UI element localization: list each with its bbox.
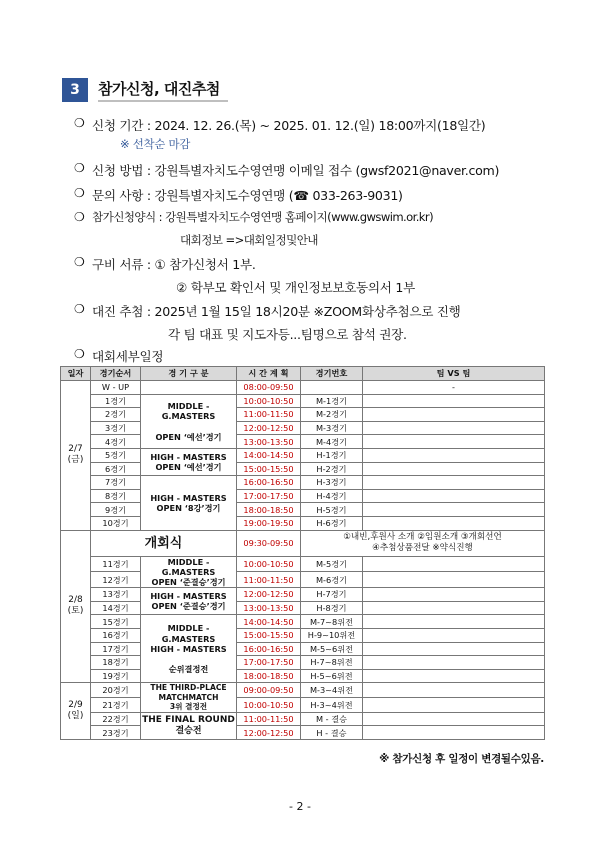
time-cell: 10:00-10:50: [237, 394, 301, 408]
table-row: [61, 394, 545, 408]
time-cell: 17:00-17:50: [237, 656, 301, 670]
order-cell: 15경기: [91, 615, 141, 629]
time-cell: 12:00-12:50: [237, 726, 301, 740]
time-cell: 14:00-14:50: [237, 615, 301, 629]
teams-cell: [363, 421, 545, 435]
table-row: [61, 656, 545, 670]
order-cell: 14경기: [91, 601, 141, 615]
match-no-cell: M-2경기: [301, 408, 363, 422]
section-title: 참가신청, 대진추첨: [98, 78, 228, 102]
opening-ceremony: 개회식: [91, 530, 237, 556]
time-cell: 09:00-09:50: [237, 683, 301, 698]
category-cell: [141, 683, 237, 712]
order-cell: 13경기: [91, 588, 141, 602]
teams-cell: [363, 408, 545, 422]
teams-cell: [363, 726, 545, 740]
category-cell: [141, 381, 237, 395]
category-cell: [141, 394, 237, 448]
match-no-cell: H-5~6위전: [301, 669, 363, 683]
table-row: [61, 698, 545, 713]
table-row: [61, 588, 545, 602]
ceremony-desc-1: ①내빈,후원사 소개 ②임원소개 ③개회선언: [343, 532, 502, 543]
documents-2: ② 학부모 확인서 및 개인정보보호동의서 1부: [176, 280, 415, 295]
order-cell: 2경기: [91, 408, 141, 422]
teams-cell: [363, 601, 545, 615]
time-cell: 14:00-14:50: [237, 448, 301, 462]
match-no-cell: M-3~4위전: [301, 683, 363, 698]
category-cell: [141, 712, 237, 739]
documents: 구비 서류 : ① 참가신청서 1부.: [92, 257, 256, 272]
table-row: [61, 683, 545, 698]
order-cell: 10경기: [91, 516, 141, 530]
table-row: [61, 435, 545, 449]
time-cell: 10:00-10:50: [237, 698, 301, 713]
match-no-cell: M-5경기: [301, 556, 363, 572]
table-row: [61, 669, 545, 683]
date-cell: [61, 683, 91, 740]
draw-info-2: 각 팀 대표 및 지도자등...팀명으로 참석 권장.: [168, 327, 407, 342]
teams-cell: [363, 572, 545, 588]
table-row: [61, 642, 545, 656]
dow-label: (일): [67, 711, 84, 722]
table-header-row: [61, 367, 545, 381]
date-label: 2/9: [68, 700, 83, 710]
category-label: OPEN ‘8강’경기: [156, 502, 221, 513]
teams-cell: [363, 462, 545, 476]
ceremony-desc-2: ④추첨상품전달 ※약식진행: [372, 543, 473, 554]
header-teams: 팀 VS 팀: [363, 367, 545, 381]
draw-info: 대진 추첨 : 2025년 1월 15일 18시20분 ※ZOOM화상추첨으로 진행: [92, 304, 461, 319]
section-header: [62, 78, 228, 102]
ceremony-desc: [301, 530, 545, 556]
category-cell: [141, 588, 237, 615]
match-no-cell: M-6경기: [301, 572, 363, 588]
time-cell: 12:00-12:50: [237, 421, 301, 435]
category-cell: [141, 448, 237, 475]
teams-cell: [363, 556, 545, 572]
table-row: [61, 556, 545, 572]
teams-cell: [363, 588, 545, 602]
teams-cell: [363, 669, 545, 683]
bullet-icon: ❍: [74, 186, 85, 200]
category-label: MIDDLE - G.MASTERS: [161, 556, 216, 577]
category-label: HIGH - MASTERS: [150, 643, 227, 654]
table-row: [61, 601, 545, 615]
order-cell: 23경기: [91, 726, 141, 740]
application-method: 신청 방법 : 강원특별자치도수영연맹 이메일 접수 (gwsf2021@naver.com): [92, 163, 500, 178]
time-cell: 10:00-10:50: [237, 556, 301, 572]
teams-cell: [363, 683, 545, 698]
time-cell: 11:00-11:50: [237, 712, 301, 726]
date-cell: [61, 530, 91, 683]
match-no-cell: M-1경기: [301, 394, 363, 408]
order-cell: 4경기: [91, 435, 141, 449]
teams-cell: [363, 394, 545, 408]
table-row: [61, 476, 545, 490]
teams-cell: [363, 698, 545, 713]
first-come-note: ※ 선착순 마감: [120, 137, 191, 151]
order-cell: 16경기: [91, 629, 141, 643]
order-cell: 12경기: [91, 572, 141, 588]
schedule-table: [60, 366, 545, 740]
form-location: 대회정보 =>대회일정및안내: [180, 233, 318, 247]
table-row: [61, 726, 545, 740]
teams-cell: [363, 448, 545, 462]
dow-label: (금): [67, 455, 84, 466]
table-row: [61, 516, 545, 530]
match-no-cell: [301, 381, 363, 395]
match-no-cell: M - 결승: [301, 712, 363, 726]
header-match-no: 경기번호: [301, 367, 363, 381]
teams-cell: [363, 516, 545, 530]
category-cell: [141, 476, 237, 530]
schedule-heading: 대회세부일정: [92, 349, 164, 364]
table-row: [61, 381, 545, 395]
match-no-cell: H-7~8위전: [301, 656, 363, 670]
order-cell: 20경기: [91, 683, 141, 698]
order-cell: 5경기: [91, 448, 141, 462]
table-row: [61, 489, 545, 503]
time-cell: 18:00-18:50: [237, 669, 301, 683]
match-no-cell: H-2경기: [301, 462, 363, 476]
page-number: - 2 -: [289, 800, 311, 813]
order-cell: 11경기: [91, 556, 141, 572]
order-cell: 8경기: [91, 489, 141, 503]
order-cell: 21경기: [91, 698, 141, 713]
header-time: 시 간 계 획: [237, 367, 301, 381]
table-row: [61, 572, 545, 588]
time-cell: 15:00-15:50: [237, 462, 301, 476]
match-no-cell: M-5~6위전: [301, 642, 363, 656]
section-number: 3: [62, 78, 88, 102]
time-cell: 09:30-09:50: [237, 530, 301, 556]
match-no-cell: H-9~10위전: [301, 629, 363, 643]
schedule-change-note: ※ 참가신청 후 일정이 변경될수있음.: [379, 753, 544, 765]
match-no-cell: M-3경기: [301, 421, 363, 435]
category-label: OPEN ‘예선’경기: [155, 462, 222, 473]
bullet-icon: ❍: [74, 161, 85, 175]
bullet-icon: ❍: [74, 116, 85, 130]
category-cell: [141, 615, 237, 683]
time-cell: 19:00-19:50: [237, 516, 301, 530]
table-row: [61, 448, 545, 462]
time-cell: 12:00-12:50: [237, 588, 301, 602]
match-no-cell: M-4경기: [301, 435, 363, 449]
time-cell: 13:00-13:50: [237, 601, 301, 615]
time-cell: 11:00-11:50: [237, 572, 301, 588]
order-cell: W - UP: [91, 381, 141, 395]
match-no-cell: H-3경기: [301, 476, 363, 490]
bullet-icon: ❍: [74, 302, 85, 316]
category-label: THE FINAL ROUND: [142, 714, 235, 725]
teams-cell: [363, 615, 545, 629]
table-row: [61, 530, 545, 556]
teams-cell: [363, 489, 545, 503]
order-cell: 1경기: [91, 394, 141, 408]
category-label: 3위 결정전: [169, 702, 208, 712]
application-period: 신청 기간 : 2024. 12. 26.(목) ~ 2025. 01. 12.(일) 18:00까지(18일간): [92, 118, 486, 133]
header-category: 경 기 구 분: [141, 367, 237, 381]
inquiry: 문의 사항 : 강원특별자치도수영연맹 (☎ 033-263-9031): [92, 188, 403, 203]
category-label: OPEN ‘준결승’경기: [151, 601, 226, 612]
order-cell: 6경기: [91, 462, 141, 476]
teams-cell: [363, 629, 545, 643]
table-row: [61, 421, 545, 435]
teams-cell: [363, 642, 545, 656]
order-cell: 19경기: [91, 669, 141, 683]
time-cell: 16:00-16:50: [237, 642, 301, 656]
teams-cell: [363, 656, 545, 670]
match-no-cell: H-6경기: [301, 516, 363, 530]
match-no-cell: H-5경기: [301, 503, 363, 517]
date-label: 2/7: [68, 444, 83, 455]
match-no-cell: M-7~8위전: [301, 615, 363, 629]
time-cell: 17:00-17:50: [237, 489, 301, 503]
category-label: HIGH - MASTERS: [150, 591, 227, 602]
header-order: 경기순서: [91, 367, 141, 381]
category-label: HIGH - MASTERS: [150, 451, 227, 462]
match-no-cell: H-8경기: [301, 601, 363, 615]
time-cell: 16:00-16:50: [237, 476, 301, 490]
time-cell: 11:00-11:50: [237, 408, 301, 422]
order-cell: 3경기: [91, 421, 141, 435]
table-row: [61, 712, 545, 726]
bullet-icon: ❍: [74, 255, 85, 269]
teams-cell: [363, 712, 545, 726]
time-cell: 15:00-15:50: [237, 629, 301, 643]
category-label: OPEN ‘예선’경기: [155, 431, 222, 442]
category-label: 순위결정전: [168, 664, 209, 675]
teams-cell: [363, 435, 545, 449]
match-no-cell: H-7경기: [301, 588, 363, 602]
order-cell: 9경기: [91, 503, 141, 517]
time-cell: 13:00-13:50: [237, 435, 301, 449]
category-label: OPEN ‘준결승’경기: [151, 577, 226, 588]
category-label: HIGH - MASTERS: [150, 492, 227, 503]
order-cell: 18경기: [91, 656, 141, 670]
table-row: [61, 503, 545, 517]
category-label: MIDDLE - G.MASTERS: [161, 400, 216, 422]
dow-label: (토): [67, 606, 84, 617]
header-date: 일자: [61, 367, 91, 381]
order-cell: 22경기: [91, 712, 141, 726]
table-row: [61, 408, 545, 422]
teams-cell: [363, 503, 545, 517]
category-label: 결승전: [175, 725, 202, 736]
category-label: MATCHMATCH: [158, 692, 219, 702]
bullet-icon: ❍: [74, 347, 85, 361]
application-form: 참가신청양식 : 강원특별자치도수영연맹 홈페이지(www.gwswim.or.kr): [92, 210, 433, 224]
category-label: THE THIRD-PLACE: [150, 683, 227, 693]
match-no-cell: H - 결승: [301, 726, 363, 740]
order-cell: 7경기: [91, 476, 141, 490]
date-cell: [61, 381, 91, 531]
category-label: MIDDLE - G.MASTERS: [161, 623, 216, 644]
teams-cell: [363, 476, 545, 490]
time-cell: 18:00-18:50: [237, 503, 301, 517]
teams-cell: -: [363, 381, 545, 395]
match-no-cell: H-3~4위전: [301, 698, 363, 713]
match-no-cell: H-4경기: [301, 489, 363, 503]
table-row: [61, 615, 545, 629]
date-label: 2/8: [68, 595, 83, 606]
category-cell: [141, 556, 237, 588]
table-row: [61, 629, 545, 643]
bullet-icon: ❍: [74, 210, 85, 224]
match-no-cell: H-1경기: [301, 448, 363, 462]
order-cell: 17경기: [91, 642, 141, 656]
time-cell: 08:00-09:50: [237, 381, 301, 395]
table-row: [61, 462, 545, 476]
